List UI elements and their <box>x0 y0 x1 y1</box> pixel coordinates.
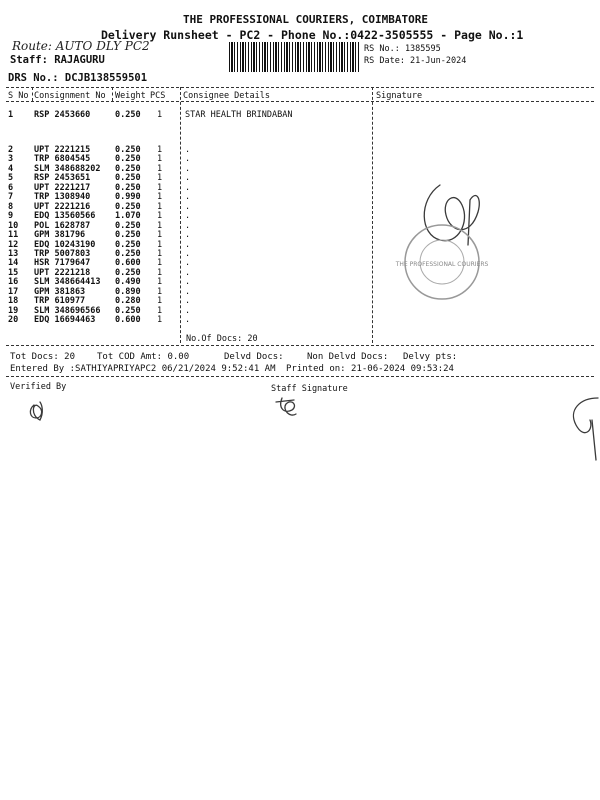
cell-sno: 11 <box>8 230 19 241</box>
cell-consignment: HSR 7179647 <box>34 258 91 269</box>
col-sno: S No <box>8 91 29 101</box>
cell-pcs: 1 <box>157 305 163 316</box>
cell-consignment: GPM 381863 <box>34 286 86 297</box>
cell-sno: 3 <box>8 154 14 165</box>
cell-weight: 0.250 <box>115 173 141 184</box>
cell-consignment: UPT 2221218 <box>34 267 91 278</box>
cell-consignee: . <box>185 315 191 326</box>
drs-number: DRS No.: DCJB138559501 <box>8 72 148 84</box>
cell-consignee: . <box>185 267 191 278</box>
cell-sno: 10 <box>8 220 19 231</box>
cell-pcs: 1 <box>157 163 163 174</box>
cell-consignment: UPT 2221215 <box>34 145 91 155</box>
cell-consignee: STAR HEALTH BRINDABAN <box>185 110 293 120</box>
cell-weight: 1.070 <box>115 211 141 222</box>
cell-sno: 20 <box>8 315 19 326</box>
cell-weight: 0.600 <box>115 258 141 269</box>
cell-sno: 7 <box>8 192 14 203</box>
cell-weight: 0.250 <box>115 230 141 241</box>
cell-sno: 8 <box>8 201 14 212</box>
verified-signature-icon <box>30 402 42 420</box>
entered-by: Entered By :SATHIYAPRIYAPC2 06/21/2024 9:52:41 AM <box>10 364 276 374</box>
tot-cod: Tot COD Amt: 0.00 <box>97 352 190 362</box>
cell-consignee: . <box>185 239 191 250</box>
cell-consignee: . <box>185 145 191 155</box>
cell-pcs: 1 <box>157 201 163 212</box>
cell-consignee: . <box>185 163 191 174</box>
cell-consignment: SLM 348664413 <box>34 277 101 288</box>
cell-consignment: TRP 6804545 <box>34 154 91 165</box>
cell-consignee: . <box>185 192 191 203</box>
cell-weight: 0.250 <box>115 220 141 231</box>
consignee-signature-icon <box>424 185 479 245</box>
cell-consignee: . <box>185 277 191 288</box>
cell-pcs: 1 <box>157 145 163 155</box>
cell-consignee: . <box>185 258 191 269</box>
cell-pcs: 1 <box>157 296 163 307</box>
cell-consignee: . <box>185 296 191 307</box>
cell-sno: 14 <box>8 258 19 269</box>
cell-weight: 0.600 <box>115 315 141 326</box>
cell-consignee: . <box>185 248 191 259</box>
cell-pcs: 1 <box>157 258 163 269</box>
cell-weight: 0.250 <box>115 248 141 259</box>
stamp-text: THE PROFESSIONAL COURIERS <box>395 261 489 268</box>
cell-weight: 0.250 <box>115 267 141 278</box>
cell-sno: 4 <box>8 163 14 174</box>
cell-weight: 0.250 <box>115 163 141 174</box>
no-of-docs: No.Of Docs: 20 <box>186 334 258 344</box>
col-consignee: Consignee Details <box>183 91 270 101</box>
cell-weight: 0.250 <box>115 110 141 120</box>
cell-consignment: SLM 348688202 <box>34 163 101 174</box>
runsheet-title: Delivery Runsheet - PC2 - Phone No.:0422-3505555 - Page No.:1 <box>101 28 524 42</box>
cell-pcs: 1 <box>157 267 163 278</box>
cell-pcs: 1 <box>157 277 163 288</box>
cell-consignment: RSP 2453660 <box>34 110 91 120</box>
cell-sno: 19 <box>8 305 19 316</box>
staff-name: Staff: RAJAGURU <box>10 54 105 66</box>
cell-consignment: RSP 2453651 <box>34 173 91 184</box>
cell-weight: 0.890 <box>115 286 141 297</box>
margin-scribble-icon <box>573 398 598 460</box>
cell-consignment: EDQ 10243190 <box>34 239 96 250</box>
printed-on: Printed on: 21-06-2024 09:53:24 <box>286 364 454 374</box>
cell-consignment: UPT 2221216 <box>34 201 91 212</box>
cell-consignment: EDQ 13560566 <box>34 211 96 222</box>
col-signature: Signature <box>376 91 423 101</box>
rs-number: RS No.: 1385595 <box>364 44 441 54</box>
cell-weight: 0.280 <box>115 296 141 307</box>
col-weight: Weight <box>115 91 146 101</box>
cell-consignee: . <box>185 230 191 241</box>
cell-consignee: . <box>185 211 191 222</box>
staff-signature-icon <box>276 398 296 415</box>
staff-signature-label: Staff Signature <box>271 384 348 394</box>
cell-consignee: . <box>185 286 191 297</box>
cell-sno: 2 <box>8 145 14 155</box>
cell-pcs: 1 <box>157 182 163 193</box>
cell-consignment: SLM 348696566 <box>34 305 101 316</box>
non-delvd-docs: Non Delvd Docs: <box>307 352 389 362</box>
cell-pcs: 1 <box>157 239 163 250</box>
cell-sno: 15 <box>8 267 19 278</box>
cell-pcs: 1 <box>157 230 163 241</box>
cell-pcs: 1 <box>157 154 163 165</box>
tot-docs: Tot Docs: 20 <box>10 352 76 362</box>
cell-weight: 0.990 <box>115 192 141 203</box>
cell-consignment: UPT 2221217 <box>34 182 91 193</box>
cell-sno: 18 <box>8 296 19 307</box>
cell-sno: 16 <box>8 277 19 288</box>
cell-consignment: TRP 5007803 <box>34 248 91 259</box>
cell-consignee: . <box>185 154 191 165</box>
cell-weight: 0.250 <box>115 305 141 316</box>
cell-weight: 0.250 <box>115 201 141 212</box>
cell-sno: 17 <box>8 286 19 297</box>
cell-pcs: 1 <box>157 211 163 222</box>
cell-weight: 0.250 <box>115 145 141 155</box>
cell-consignment: TRP 1308940 <box>34 192 91 203</box>
company-title: THE PROFESSIONAL COURIERS, COIMBATORE <box>183 13 429 26</box>
cell-pcs: 1 <box>157 248 163 259</box>
cell-weight: 0.490 <box>115 277 141 288</box>
cell-consignment: POL 1628787 <box>34 220 91 231</box>
cell-consignment: EDQ 16694463 <box>34 315 96 326</box>
col-pcs: PCS <box>150 91 166 101</box>
cell-pcs: 1 <box>157 315 163 326</box>
cell-sno: 9 <box>8 211 14 222</box>
cell-pcs: 1 <box>157 220 163 231</box>
cell-sno: 5 <box>8 173 14 184</box>
cell-sno: 13 <box>8 248 19 259</box>
cell-weight: 0.250 <box>115 154 141 165</box>
delvd-docs: Delvd Docs: <box>224 352 284 362</box>
cell-weight: 0.250 <box>115 182 141 193</box>
cell-consignee: . <box>185 201 191 212</box>
verified-by-label: Verified By <box>10 382 67 392</box>
cell-sno: 6 <box>8 182 14 193</box>
cell-consignment: GPM 381796 <box>34 230 86 241</box>
cell-pcs: 1 <box>157 110 163 120</box>
cell-weight: 0.250 <box>115 239 141 250</box>
delvy-pts: Delvy pts: <box>403 352 458 362</box>
cell-sno: 1 <box>8 110 14 120</box>
cell-consignee: . <box>185 182 191 193</box>
cell-pcs: 1 <box>157 192 163 203</box>
cell-pcs: 1 <box>157 173 163 184</box>
route-handwritten: Route: AUTO DLY PC2 <box>12 39 150 53</box>
cell-consignee: . <box>185 305 191 316</box>
cell-consignee: . <box>185 173 191 184</box>
cell-consignee: . <box>185 220 191 231</box>
cell-sno: 12 <box>8 239 19 250</box>
rs-date: RS Date: 21-Jun-2024 <box>364 56 467 66</box>
cell-pcs: 1 <box>157 286 163 297</box>
col-consignment: Consignment No <box>34 91 106 101</box>
cell-consignment: TRP 610977 <box>34 296 86 307</box>
